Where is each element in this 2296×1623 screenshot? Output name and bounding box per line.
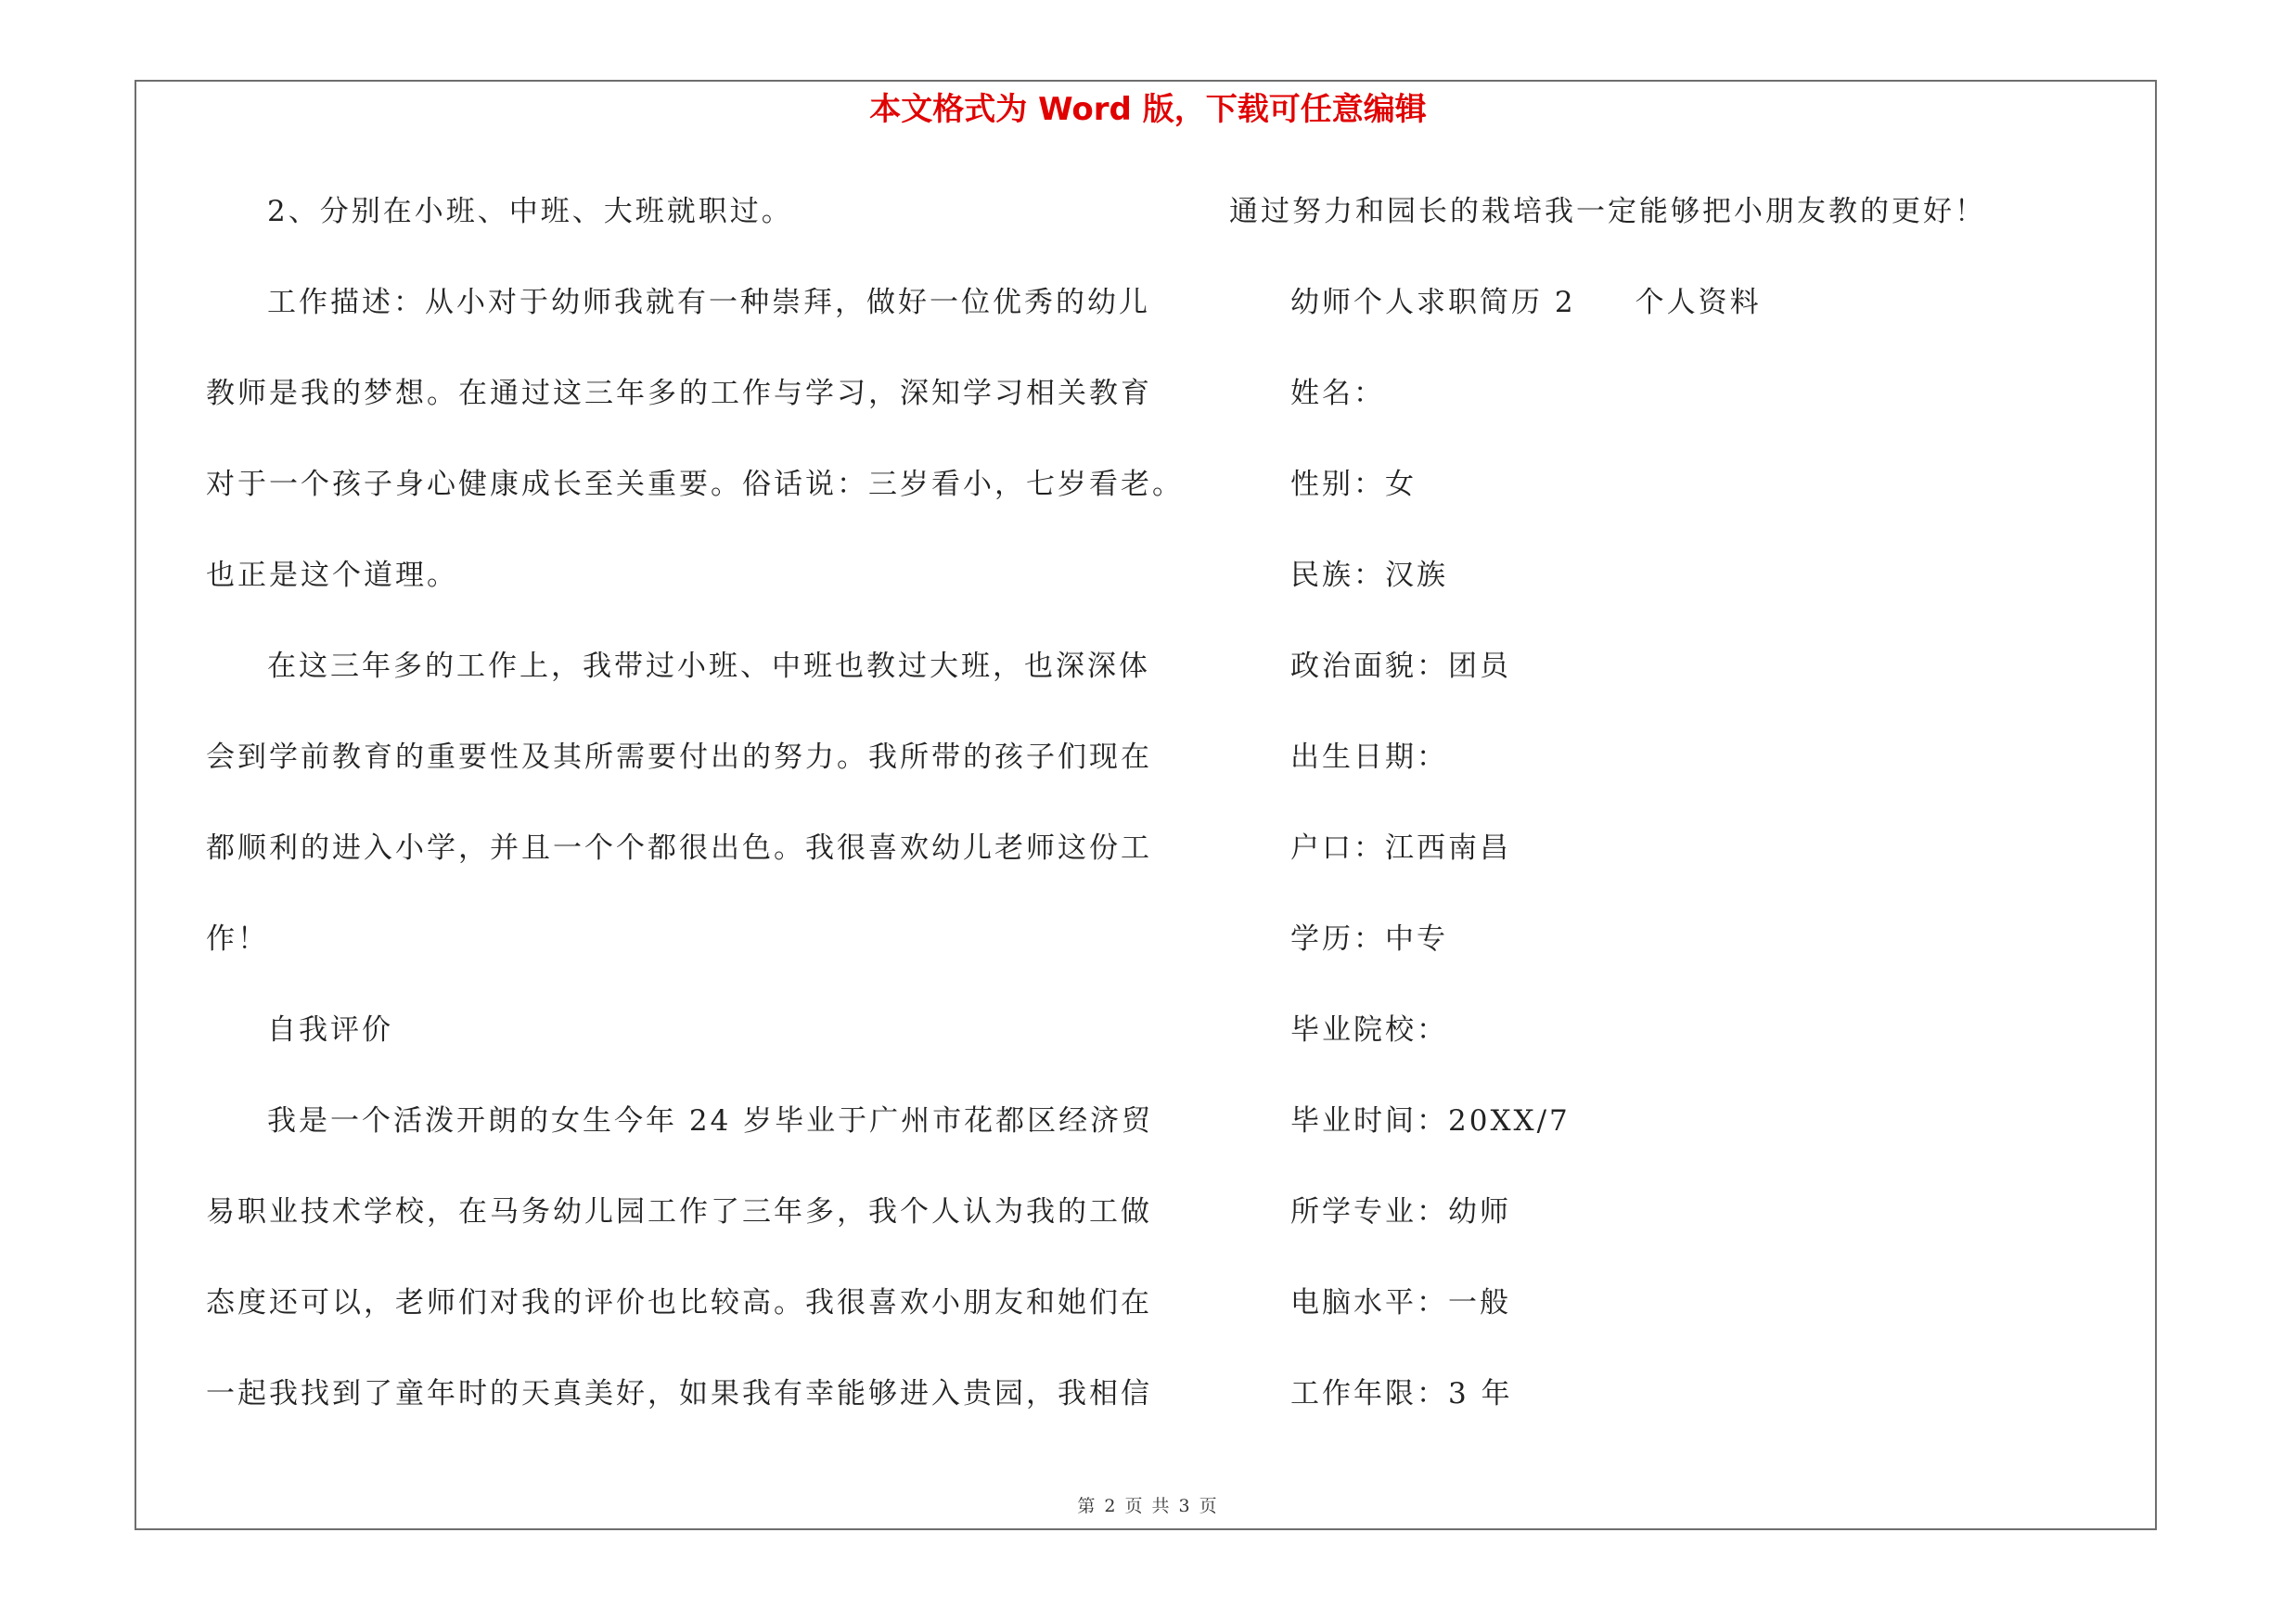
paragraph-line: 也正是这个道理。 <box>206 559 458 592</box>
paragraph-line: 态度还可以，老师们对我的评价也比较高。我很喜欢小朋友和她们在 <box>206 1286 1152 1320</box>
field-graduated-school: 毕业院校： <box>1290 1013 1448 1047</box>
paragraph-line: 都顺利的进入小学，并且一个个都很出色。我很喜欢幼儿老师这份工 <box>206 831 1152 865</box>
paragraph-line: 会到学前教育的重要性及其所需要付出的努力。我所带的孩子们现在 <box>206 741 1152 774</box>
paragraph-line: 工作描述：从小对于幼师我就有一种崇拜，做好一位优秀的幼儿 <box>267 286 1150 319</box>
left-text-column <box>206 184 1184 1457</box>
paragraph-line: 在这三年多的工作上，我带过小班、中班也教过大班，也深深体 <box>267 650 1150 683</box>
field-major: 所学专业：幼师 <box>1290 1195 1511 1229</box>
page-number-footer: 第 2 页 共 3 页 <box>1077 1496 1219 1516</box>
paragraph-line: 作！ <box>206 922 269 956</box>
section-heading-self-evaluation: 自我评价 <box>267 1013 393 1047</box>
field-political-status: 政治面貌：团员 <box>1290 650 1511 683</box>
resume-section-heading <box>1229 275 2120 366</box>
paragraph-line: 通过努力和园长的栽培我一定能够把小朋友教的更好！ <box>1229 195 1986 228</box>
paragraph-line: 对于一个孩子身心健康成长至关重要。俗话说：三岁看小，七岁看老。 <box>206 468 1184 501</box>
paragraph-line: 我是一个活泼开朗的女生今年 24 岁毕业于广州市花都区经济贸 <box>267 1104 1154 1138</box>
paragraph-line: 教师是我的梦想。在通过这三年多的工作与学习，深知学习相关教育 <box>206 377 1152 410</box>
field-birth-date: 出生日期： <box>1290 741 1448 774</box>
field-name: 姓名： <box>1290 377 1385 410</box>
field-work-years: 工作年限：3 年 <box>1290 1377 1513 1410</box>
field-ethnicity: 民族：汉族 <box>1290 559 1448 592</box>
field-household-registration: 户口：江西南昌 <box>1290 831 1511 865</box>
field-education: 学历：中专 <box>1290 922 1448 956</box>
resume-title: 幼师个人求职简历 2 <box>1290 286 1576 319</box>
paragraph-line: 2、分别在小班、中班、大班就职过。 <box>267 195 793 228</box>
paragraph-line: 易职业技术学校，在马务幼儿园工作了三年多，我个人认为我的工做 <box>206 1195 1152 1229</box>
field-gender: 性别：女 <box>1290 468 1417 501</box>
field-graduation-time: 毕业时间：20XX/7 <box>1290 1104 1571 1138</box>
field-computer-skill: 电脑水平：一般 <box>1290 1286 1511 1320</box>
right-text-column <box>1229 184 2120 1457</box>
format-notice-banner: 本文格式为 Word 版，下载可任意编辑 <box>869 91 1427 128</box>
resume-subtitle: 个人资料 <box>1635 286 1762 319</box>
paragraph-line: 一起我找到了童年时的天真美好，如果我有幸能够进入贵园，我相信 <box>206 1377 1152 1410</box>
